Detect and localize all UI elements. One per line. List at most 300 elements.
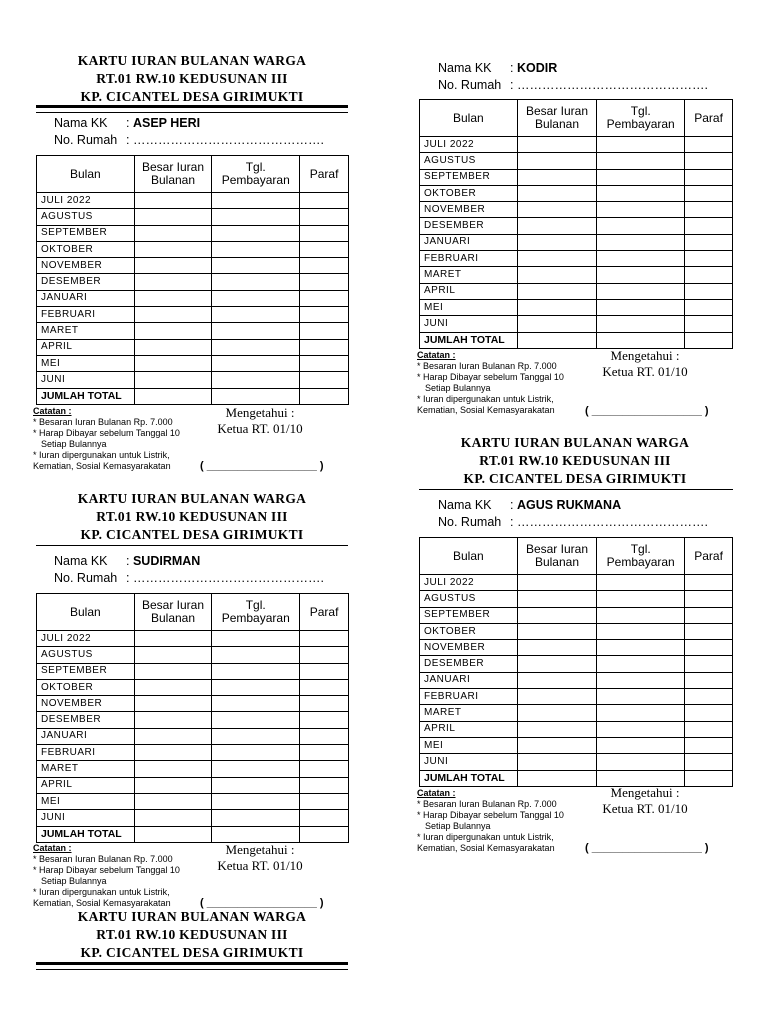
date-cell [212, 663, 300, 679]
amount-cell [517, 721, 597, 737]
date-cell [212, 712, 300, 728]
paraf-cell [300, 274, 349, 290]
month-cell: JUNI [37, 372, 135, 388]
paraf-cell [300, 679, 349, 695]
amount-cell [134, 258, 212, 274]
amount-cell [517, 202, 597, 218]
total-label: JUMLAH TOTAL [420, 770, 518, 786]
signature-placeholder: ( __________________ ) [200, 897, 324, 909]
paraf-cell [685, 770, 733, 786]
amount-cell [134, 241, 212, 257]
paraf-cell [300, 696, 349, 712]
card-3-table [36, 593, 349, 843]
month-cell: DESEMBER [37, 712, 135, 728]
note-item: * Besaran Iuran Bulanan Rp. 7.000 [33, 417, 173, 427]
date-cell [597, 754, 685, 770]
paraf-cell [300, 355, 349, 371]
card-3-info [54, 553, 334, 587]
card-2-sign [585, 348, 705, 380]
date-cell [212, 323, 300, 339]
paraf-cell [300, 793, 349, 809]
no-rumah-value: : ………………………………………. [510, 515, 708, 529]
date-cell [597, 672, 685, 688]
note-item: * Besaran Iuran Bulanan Rp. 7.000 [417, 361, 557, 371]
table-row [37, 258, 349, 274]
month-cell: DESEMBER [37, 274, 135, 290]
paraf-cell [685, 737, 733, 753]
month-cell: DESEMBER [420, 218, 518, 234]
note-item: Kematian, Sosial Kemasyarakatan [33, 898, 171, 908]
date-cell [597, 202, 685, 218]
table-row [420, 754, 733, 770]
card-title: KARTU IURAN BULANAN WARGA [77, 491, 307, 506]
col-paraf: Paraf [685, 538, 733, 575]
amount-cell [517, 737, 597, 753]
card-title: KARTU IURAN BULANAN WARGA [77, 53, 307, 68]
amount-cell [134, 679, 212, 695]
paraf-cell [685, 607, 733, 623]
month-cell: JULI 2022 [37, 193, 135, 209]
date-cell [212, 355, 300, 371]
table-row [37, 793, 349, 809]
table-row [37, 241, 349, 257]
date-cell [597, 169, 685, 185]
table-row [420, 202, 733, 218]
table-row [420, 185, 733, 201]
table-row [420, 672, 733, 688]
notes-title: Catatan : [33, 406, 72, 416]
total-label: JUMLAH TOTAL [420, 332, 518, 348]
header-rule [36, 105, 348, 113]
sign-ketua: Ketua RT. 01/10 [602, 801, 688, 816]
card-subtitle-kp: KP. CICANTEL DESA GIRIMUKTI [463, 471, 687, 486]
amount-cell [134, 663, 212, 679]
amount-cell [134, 372, 212, 388]
date-cell [597, 299, 685, 315]
paraf-cell [685, 137, 733, 153]
date-cell [212, 777, 300, 793]
date-cell [212, 225, 300, 241]
paraf-cell [300, 826, 349, 842]
signature-placeholder: ( __________________ ) [585, 842, 709, 854]
date-cell [597, 623, 685, 639]
table-row [420, 267, 733, 283]
nama-kk-label: Nama KK [54, 116, 108, 130]
month-cell: AGUSTUS [420, 153, 518, 169]
paraf-cell [685, 332, 733, 348]
note-item: * Harap Dibayar sebelum Tanggal 10 [417, 810, 564, 820]
total-row [37, 826, 349, 842]
nama-kk-value: KODIR [516, 61, 558, 75]
card-4-sign [585, 785, 705, 817]
notes-title: Catatan : [33, 843, 72, 853]
note-item: * Iuran dipergunakan untuk Listrik, [417, 832, 554, 842]
date-cell [212, 372, 300, 388]
date-cell [212, 388, 300, 404]
table-row [420, 737, 733, 753]
paraf-cell [685, 640, 733, 656]
amount-cell [517, 689, 597, 705]
month-cell: JANUARI [37, 290, 135, 306]
date-cell [597, 737, 685, 753]
nama-kk-value: AGUS RUKMANA [516, 498, 622, 512]
date-cell [212, 241, 300, 257]
month-cell: JUNI [420, 754, 518, 770]
amount-cell [134, 761, 212, 777]
date-cell [212, 696, 300, 712]
paraf-cell [685, 185, 733, 201]
amount-cell [517, 770, 597, 786]
no-rumah-value: : ………………………………………. [126, 133, 324, 147]
table-row [37, 307, 349, 323]
date-cell [597, 607, 685, 623]
card-subtitle-kp: KP. CICANTEL DESA GIRIMUKTI [80, 89, 304, 104]
col-tgl-pembayaran: Tgl. Pembayaran [212, 594, 300, 631]
date-cell [212, 339, 300, 355]
table-row [420, 299, 733, 315]
nama-kk-value: SUDIRMAN [132, 554, 201, 568]
date-cell [597, 332, 685, 348]
note-item: * Iuran dipergunakan untuk Listrik, [417, 394, 554, 404]
paraf-cell [685, 251, 733, 267]
col-paraf: Paraf [300, 156, 349, 193]
amount-cell [517, 218, 597, 234]
paraf-cell [300, 388, 349, 404]
date-cell [597, 640, 685, 656]
month-cell: FEBRUARI [420, 689, 518, 705]
paraf-cell [685, 672, 733, 688]
paraf-cell [685, 656, 733, 672]
notes-title: Catatan : [417, 788, 456, 798]
sign-ketua: Ketua RT. 01/10 [217, 421, 303, 436]
sign-mengetahui: Mengetahui : [610, 348, 680, 363]
table-row [420, 721, 733, 737]
paraf-cell [685, 591, 733, 607]
paraf-cell [685, 689, 733, 705]
no-rumah-label: No. Rumah [438, 78, 502, 92]
month-cell: NOVEMBER [37, 696, 135, 712]
col-besar-iuran: Besar Iuran Bulanan [134, 594, 212, 631]
card-subtitle-rt: RT.01 RW.10 KEDUSUNAN III [96, 71, 288, 86]
note-item: * Iuran dipergunakan untuk Listrik, [33, 887, 170, 897]
table-row [37, 225, 349, 241]
amount-cell [517, 153, 597, 169]
paraf-cell [300, 761, 349, 777]
paraf-cell [300, 307, 349, 323]
sign-ketua: Ketua RT. 01/10 [602, 364, 688, 379]
amount-cell [517, 169, 597, 185]
total-row [420, 770, 733, 786]
card-subtitle-rt: RT.01 RW.10 KEDUSUNAN III [479, 453, 671, 468]
card-4-table [419, 537, 733, 787]
paraf-cell [685, 299, 733, 315]
table-row [37, 777, 349, 793]
note-item: Setiap Bulannya [425, 383, 491, 393]
date-cell [212, 631, 300, 647]
date-cell [597, 185, 685, 201]
paraf-cell [300, 712, 349, 728]
amount-cell [517, 283, 597, 299]
table-row [420, 640, 733, 656]
col-besar-iuran: Besar Iuran Bulanan [517, 100, 597, 137]
date-cell [212, 745, 300, 761]
month-cell: MARET [420, 267, 518, 283]
note-item: Setiap Bulannya [41, 876, 107, 886]
month-cell: JULI 2022 [37, 631, 135, 647]
amount-cell [517, 754, 597, 770]
date-cell [212, 761, 300, 777]
table-row [420, 153, 733, 169]
paraf-cell [300, 241, 349, 257]
note-item: Setiap Bulannya [41, 439, 107, 449]
amount-cell [517, 234, 597, 250]
table-row [37, 274, 349, 290]
paraf-cell [685, 316, 733, 332]
amount-cell [134, 777, 212, 793]
month-cell: NOVEMBER [420, 640, 518, 656]
card-1-table [36, 155, 349, 405]
paraf-cell [685, 754, 733, 770]
table-row [420, 607, 733, 623]
colon: : [510, 498, 517, 512]
month-cell: JANUARI [37, 728, 135, 744]
amount-cell [517, 137, 597, 153]
col-tgl-pembayaran: Tgl. Pembayaran [597, 538, 685, 575]
note-item: Kematian, Sosial Kemasyarakatan [417, 843, 555, 853]
month-cell: SEPTEMBER [420, 607, 518, 623]
amount-cell [134, 290, 212, 306]
paraf-cell [300, 372, 349, 388]
month-cell: JULI 2022 [420, 575, 518, 591]
month-cell: AGUSTUS [420, 591, 518, 607]
month-cell: FEBRUARI [37, 745, 135, 761]
col-paraf: Paraf [685, 100, 733, 137]
card-subtitle-kp: KP. CICANTEL DESA GIRIMUKTI [80, 527, 304, 542]
no-rumah-label: No. Rumah [438, 515, 502, 529]
month-cell: MARET [37, 761, 135, 777]
amount-cell [134, 696, 212, 712]
note-item: Kematian, Sosial Kemasyarakatan [33, 461, 171, 471]
date-cell [212, 728, 300, 744]
month-cell: JULI 2022 [420, 137, 518, 153]
table-row [420, 218, 733, 234]
month-cell: APRIL [37, 339, 135, 355]
month-cell: MEI [420, 737, 518, 753]
amount-cell [134, 712, 212, 728]
col-bulan: Bulan [37, 156, 135, 193]
table-row [37, 810, 349, 826]
amount-cell [517, 299, 597, 315]
month-cell: JANUARI [420, 672, 518, 688]
table-row [420, 251, 733, 267]
col-tgl-pembayaran: Tgl. Pembayaran [597, 100, 685, 137]
amount-cell [517, 640, 597, 656]
month-cell: AGUSTUS [37, 209, 135, 225]
amount-cell [517, 332, 597, 348]
amount-cell [517, 251, 597, 267]
paraf-cell [300, 647, 349, 663]
card-1-notes [33, 406, 193, 472]
col-besar-iuran: Besar Iuran Bulanan [134, 156, 212, 193]
paraf-cell [300, 193, 349, 209]
month-cell: MEI [420, 299, 518, 315]
amount-cell [517, 575, 597, 591]
amount-cell [134, 631, 212, 647]
card-1-header [42, 52, 342, 106]
table-row [420, 283, 733, 299]
month-cell: MARET [420, 705, 518, 721]
colon: : [126, 554, 133, 568]
total-label: JUMLAH TOTAL [37, 826, 135, 842]
table-row [420, 705, 733, 721]
paraf-cell [685, 705, 733, 721]
table-row [37, 631, 349, 647]
amount-cell [134, 307, 212, 323]
month-cell: MARET [37, 323, 135, 339]
total-row [420, 332, 733, 348]
note-item: * Harap Dibayar sebelum Tanggal 10 [33, 428, 180, 438]
paraf-cell [300, 728, 349, 744]
nama-kk-label: Nama KK [438, 61, 492, 75]
amount-cell [134, 826, 212, 842]
amount-cell [134, 193, 212, 209]
amount-cell [517, 705, 597, 721]
card-subtitle-rt: RT.01 RW.10 KEDUSUNAN III [96, 509, 288, 524]
card-2-notes [417, 350, 577, 416]
table-row [37, 647, 349, 663]
table-row [37, 745, 349, 761]
card-subtitle-kp: KP. CICANTEL DESA GIRIMUKTI [80, 945, 304, 960]
month-cell: FEBRUARI [420, 251, 518, 267]
month-cell: NOVEMBER [37, 258, 135, 274]
paraf-cell [300, 323, 349, 339]
table-row [37, 290, 349, 306]
date-cell [597, 137, 685, 153]
colon: : [126, 116, 133, 130]
amount-cell [517, 267, 597, 283]
date-cell [597, 689, 685, 705]
table-row [420, 169, 733, 185]
amount-cell [517, 185, 597, 201]
table-row [37, 355, 349, 371]
col-bulan: Bulan [420, 538, 518, 575]
note-item: Kematian, Sosial Kemasyarakatan [417, 405, 555, 415]
date-cell [212, 826, 300, 842]
paraf-cell [685, 267, 733, 283]
amount-cell [134, 728, 212, 744]
amount-cell [134, 745, 212, 761]
note-item: * Iuran dipergunakan untuk Listrik, [33, 450, 170, 460]
header-rule [36, 545, 348, 546]
table-row [37, 761, 349, 777]
card-title: KARTU IURAN BULANAN WARGA [77, 909, 307, 924]
col-besar-iuran: Besar Iuran Bulanan [517, 538, 597, 575]
amount-cell [134, 647, 212, 663]
card-2-info [438, 60, 728, 94]
paraf-cell [300, 810, 349, 826]
date-cell [212, 810, 300, 826]
date-cell [212, 290, 300, 306]
date-cell [597, 656, 685, 672]
note-item: * Harap Dibayar sebelum Tanggal 10 [33, 865, 180, 875]
month-cell: JUNI [37, 810, 135, 826]
month-cell: FEBRUARI [37, 307, 135, 323]
paraf-cell [300, 225, 349, 241]
card-4-header [425, 434, 725, 488]
paraf-cell [300, 339, 349, 355]
month-cell: SEPTEMBER [420, 169, 518, 185]
table-row [37, 193, 349, 209]
note-item: * Harap Dibayar sebelum Tanggal 10 [417, 372, 564, 382]
col-tgl-pembayaran: Tgl. Pembayaran [212, 156, 300, 193]
paraf-cell [300, 258, 349, 274]
card-3-header [42, 490, 342, 544]
table-row [37, 663, 349, 679]
month-cell: OKTOBER [420, 623, 518, 639]
month-cell: JANUARI [420, 234, 518, 250]
card-4-info [438, 497, 728, 531]
month-cell: NOVEMBER [420, 202, 518, 218]
date-cell [597, 705, 685, 721]
amount-cell [134, 355, 212, 371]
paraf-cell [300, 290, 349, 306]
note-item: * Besaran Iuran Bulanan Rp. 7.000 [417, 799, 557, 809]
amount-cell [517, 672, 597, 688]
date-cell [212, 647, 300, 663]
no-rumah-label: No. Rumah [54, 133, 118, 147]
note-item: Setiap Bulannya [425, 821, 491, 831]
date-cell [597, 575, 685, 591]
date-cell [597, 234, 685, 250]
date-cell [597, 591, 685, 607]
date-cell [212, 274, 300, 290]
amount-cell [134, 388, 212, 404]
table-row [420, 623, 733, 639]
card-4-notes [417, 788, 577, 854]
amount-cell [134, 323, 212, 339]
date-cell [597, 721, 685, 737]
table-row [420, 656, 733, 672]
month-cell: OKTOBER [37, 241, 135, 257]
amount-cell [134, 793, 212, 809]
colon: : [510, 61, 517, 75]
amount-cell [517, 656, 597, 672]
header-rule [36, 962, 348, 970]
no-rumah-value: : ………………………………………. [510, 78, 708, 92]
date-cell [212, 307, 300, 323]
table-row [37, 209, 349, 225]
table-row [420, 316, 733, 332]
nama-kk-label: Nama KK [438, 498, 492, 512]
month-cell: MEI [37, 793, 135, 809]
amount-cell [134, 274, 212, 290]
paraf-cell [685, 623, 733, 639]
date-cell [212, 193, 300, 209]
paraf-cell [300, 745, 349, 761]
col-bulan: Bulan [420, 100, 518, 137]
date-cell [597, 251, 685, 267]
date-cell [597, 316, 685, 332]
card-5-header [42, 908, 342, 962]
signature-placeholder: ( __________________ ) [200, 460, 324, 472]
header-rule [419, 489, 733, 490]
date-cell [212, 793, 300, 809]
amount-cell [517, 623, 597, 639]
no-rumah-label: No. Rumah [54, 571, 118, 585]
month-cell: JUNI [420, 316, 518, 332]
amount-cell [517, 607, 597, 623]
signature-placeholder: ( __________________ ) [585, 405, 709, 417]
